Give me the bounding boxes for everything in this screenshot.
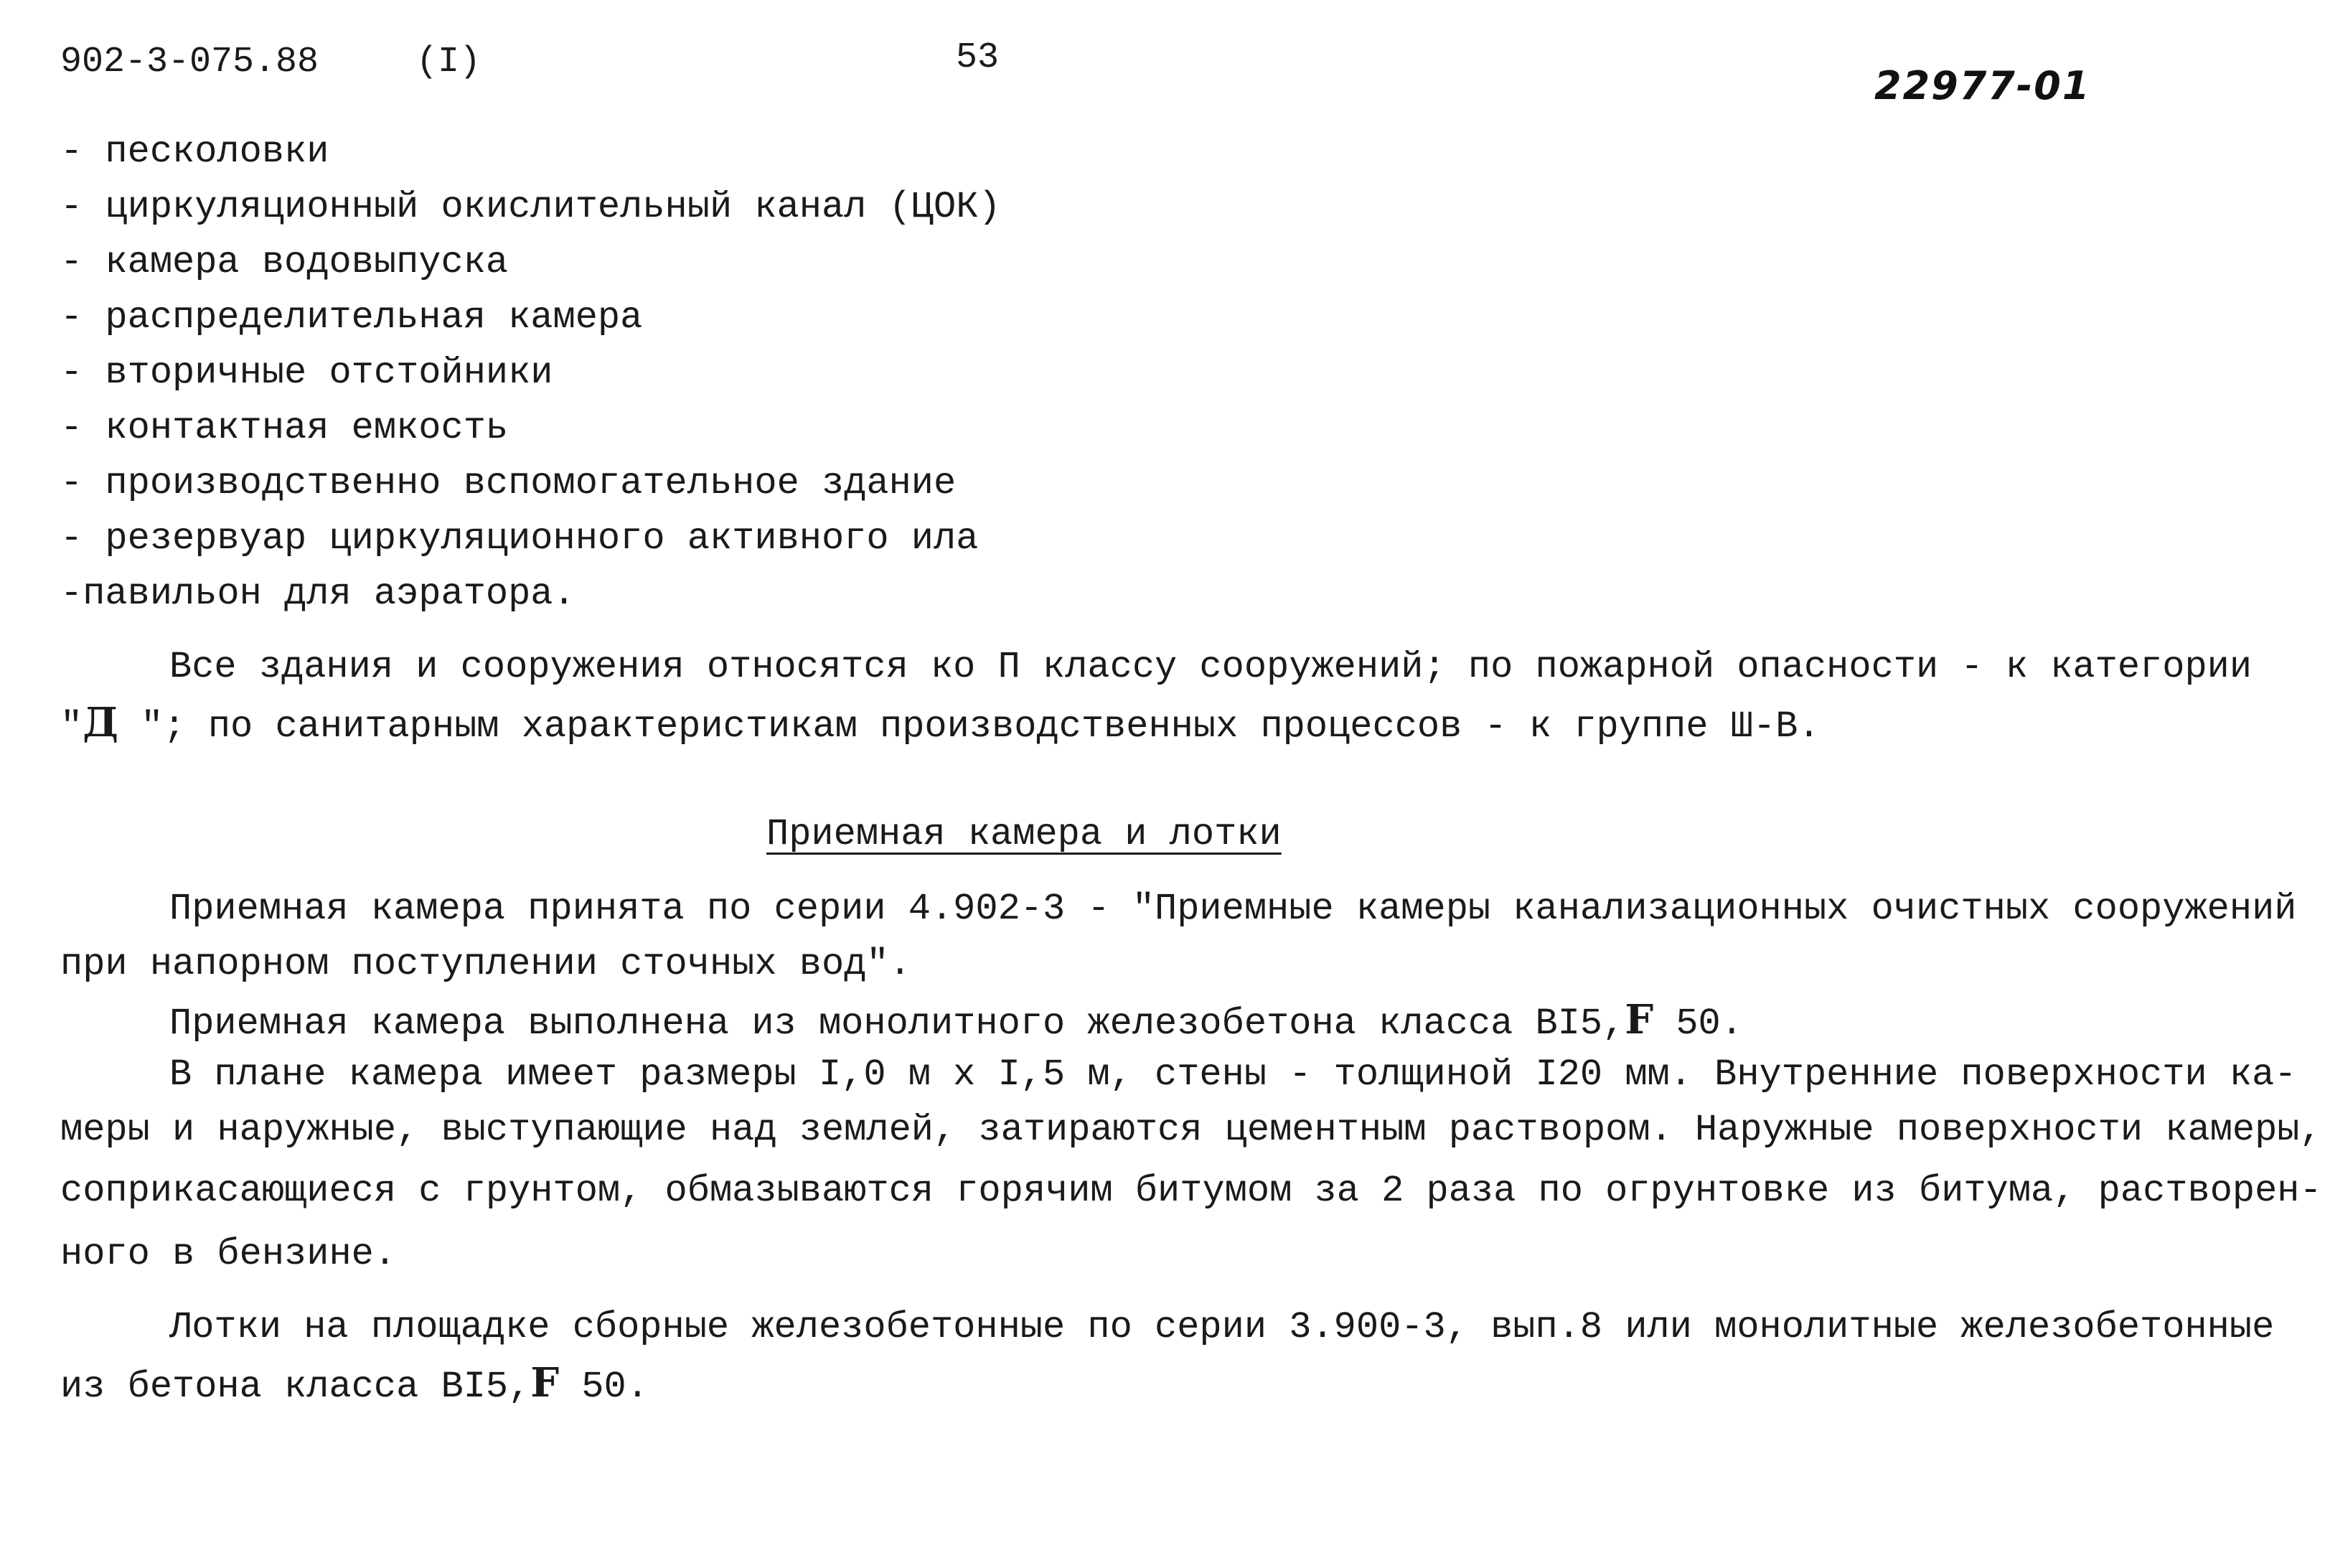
sheet-version: (I) xyxy=(416,42,481,83)
section-title: Приемная камера и лотки xyxy=(766,813,1282,855)
para4-line-2 xyxy=(60,1361,649,1409)
para3-line-3: соприкасающиеся с грунтом, обмазываются горячим битумом за 2 раза по огрунтовке из битума, растворен- xyxy=(60,1170,2322,1212)
list-item: - вторичные отстойники xyxy=(60,352,553,394)
category-letter: Д xyxy=(83,699,119,746)
frost-symbol: F xyxy=(1625,996,1654,1043)
list-item: - производственно вспомогательное здание xyxy=(60,462,957,504)
para1-line-2: при напорном поступлении сточных вод". xyxy=(60,943,911,985)
frost-value: 50. xyxy=(559,1366,649,1408)
para3-line-4: ного в бензине. xyxy=(60,1233,397,1275)
classification-line-2 xyxy=(60,701,1821,748)
document-code: 902-3-075.88 xyxy=(60,42,319,83)
archive-number: 22977-01 xyxy=(1874,63,2091,108)
list-item: - камера водовыпуска xyxy=(60,241,509,283)
list-item: -павильон для аэратора. xyxy=(60,573,576,615)
para3-line-2: меры и наружные, выступающие над землей, затираются цементным раствором. Наружные поверхности камеры, xyxy=(60,1109,2322,1151)
para4-line-1: Лотки на площадке сборные железобетонные по серии 3.900-3, вып.8 или монолитные железобетонные xyxy=(169,1306,2275,1348)
para1-line-1: Приемная камера принята по серии 4.902-3 - "Приемные камеры канализационных очистных сооружений xyxy=(169,888,2297,930)
list-item: - песколовки xyxy=(60,131,329,173)
classification-line-1: Все здания и сооружения относятся ко П классу сооружений; по пожарной опасности - к категории xyxy=(169,646,2253,688)
para4-text: из бетона класса BI5, xyxy=(60,1366,531,1408)
frost-symbol: F xyxy=(530,1359,560,1407)
list-item: - распределительная камера xyxy=(60,296,643,339)
list-item: - циркуляционный окислительный канал (ЦОК) xyxy=(60,186,1001,228)
para2-line xyxy=(169,998,1743,1046)
frost-value: 50. xyxy=(1653,1003,1743,1045)
list-item: - резервуар циркуляционного активного ила xyxy=(60,517,979,560)
para3-line-1: В плане камера имеет размеры I,0 м х I,5 м, стены - толщиной I20 мм. Внутренние поверхности ка- xyxy=(169,1053,2297,1096)
page-number: 53 xyxy=(956,37,1000,78)
para2-text: Приемная камера выполнена из монолитного железобетона класса BI5, xyxy=(169,1003,1625,1045)
quote-open: " xyxy=(60,705,83,748)
classification-line-2-text: "; по санитарным характеристикам производственных процессов - к группе Ш-В. xyxy=(118,705,1821,748)
list-item: - контактная емкость xyxy=(60,407,509,449)
